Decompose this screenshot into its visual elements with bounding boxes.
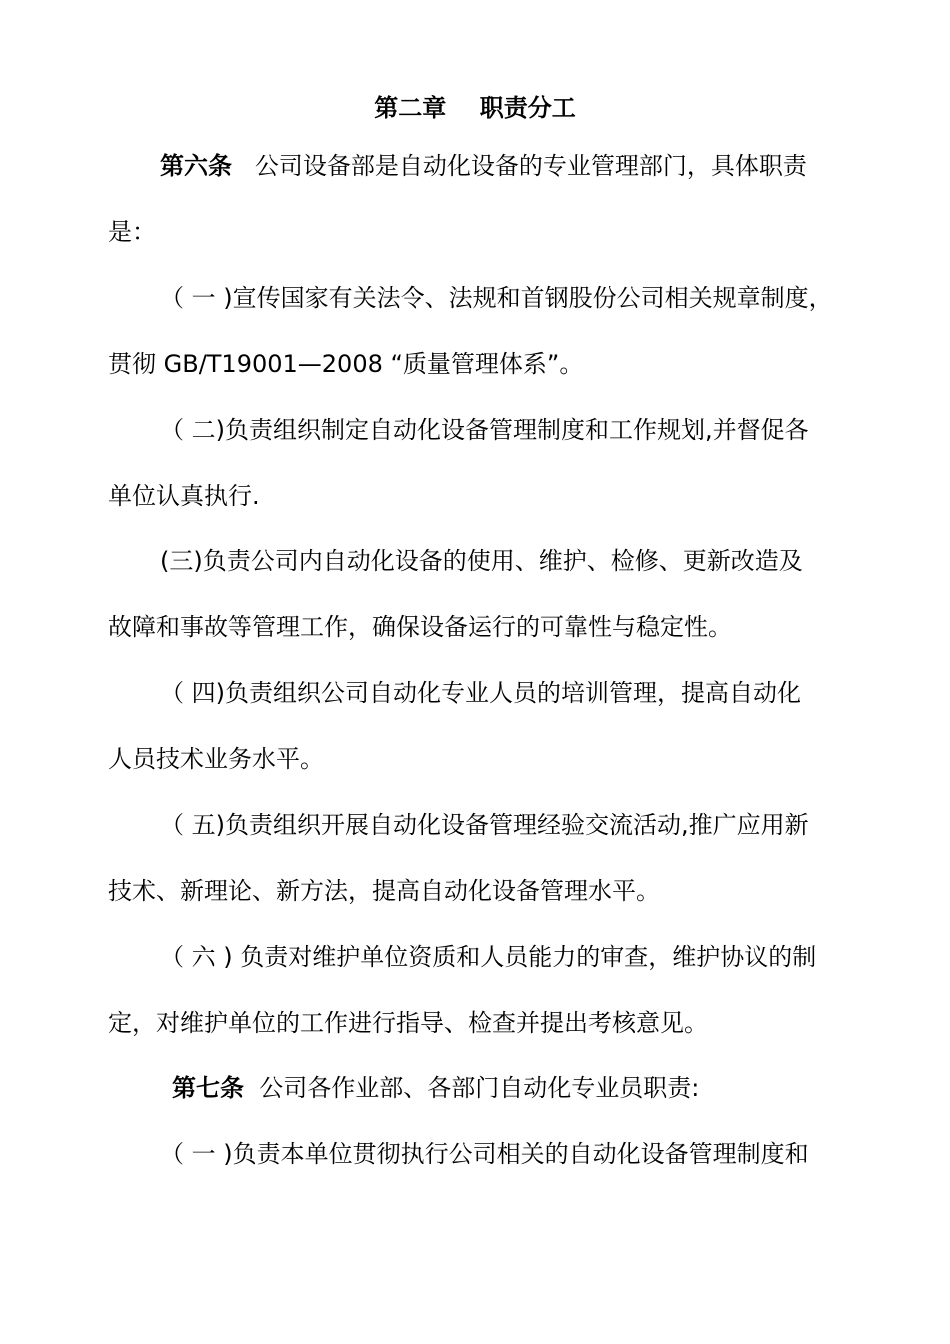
article-6-item-3-line-2: 故障和事故等管理工作，确保设备运行的可靠性与稳定性。 [108,613,732,641]
article-6-item-6-line-2: 定，对维护单位的工作进行指导、检查并提出考核意见。 [108,1009,708,1037]
article-7-item-1-line-1: （ 一 )负责本单位贯彻执行公司相关的自动化设备管理制度和 [160,1140,809,1168]
article-6-intro-text: 公司设备部是自动化设备的专业管理部门，具体职责 [254,152,807,180]
article-7-intro-text: 公司各作业部、各部门自动化专业员职责: [259,1074,700,1102]
article-6-item-5-line-1: （ 五)负责组织开展自动化设备管理经验交流活动,推广应用新 [160,811,809,839]
article-6-heading: 第六条 [160,152,232,180]
article-6-item-2-line-2: 单位认真执行. [108,482,260,510]
article-6-intro-line-1 [160,146,807,186]
article-7-intro-line [172,1068,699,1108]
chapter-title: 第二章 职责分工 [374,94,576,122]
article-6-item-5-line-2: 技术、新理论、新方法，提高自动化设备管理水平。 [108,877,660,905]
article-6-item-1-line-1: （ 一 )宣传国家有关法令、法规和首钢股份公司相关规章制度， [160,284,833,312]
article-6-item-4-line-2: 人员技术业务水平。 [108,745,324,773]
article-6-item-4-line-1: （ 四)负责组织公司自动化专业人员的培训管理，提高自动化 [160,679,801,707]
article-6-intro-line-2: 是： [108,218,156,246]
article-6-item-6-line-1: （ 六 ) 负责对维护单位资质和人员能力的审查，维护协议的制 [160,943,817,971]
article-7-heading: 第七条 [172,1074,244,1102]
article-6-item-1-line-2: 贯彻 GB/T19001—2008 “质量管理体系”。 [108,350,584,378]
article-6-item-3-line-1: (三)负责公司内自动化设备的使用、维护、检修、更新改造及 [160,547,803,575]
article-6-item-2-line-1: （ 二)负责组织制定自动化设备管理制度和工作规划,并督促各 [160,416,809,444]
